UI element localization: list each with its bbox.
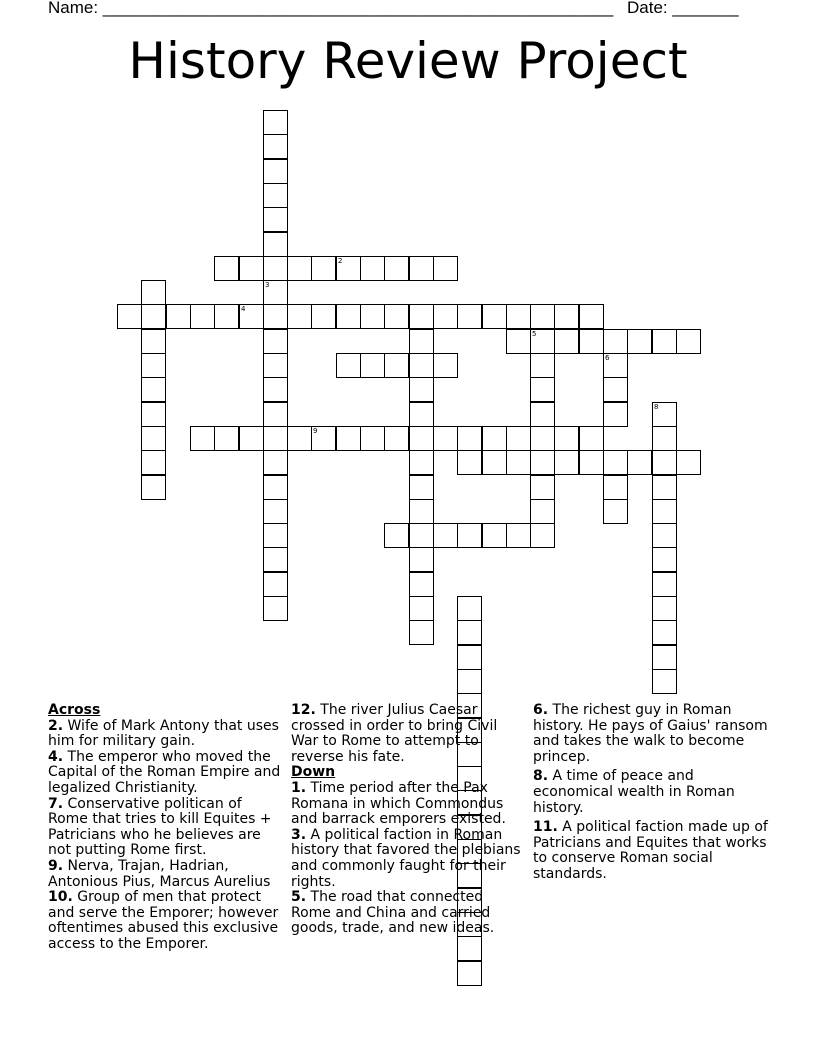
clue-across-10: 10. Group of men that protect and serve the Emporer; however oftentimes abused this exclusive access to the Emporer. xyxy=(48,889,279,952)
grid-cell[interactable] xyxy=(141,450,166,475)
grid-cell[interactable] xyxy=(263,426,288,451)
grid-cell[interactable] xyxy=(652,596,677,621)
grid-cell[interactable] xyxy=(652,620,677,645)
grid-cell[interactable] xyxy=(627,450,652,475)
cell-number: 4 xyxy=(241,305,246,313)
grid-cell[interactable] xyxy=(336,256,361,281)
grid-cell[interactable] xyxy=(530,523,555,548)
grid-cell[interactable] xyxy=(384,256,409,281)
grid-cell[interactable] xyxy=(409,450,434,475)
grid-cell[interactable] xyxy=(482,450,507,475)
grid-cell[interactable] xyxy=(506,329,531,354)
grid-cell[interactable] xyxy=(360,353,385,378)
grid-cell[interactable] xyxy=(263,232,288,257)
grid-cell[interactable] xyxy=(433,426,458,451)
clue-down-6: 6. The richest guy in Roman history. He pays of Gaius' ransom and takes the walk to become princep. xyxy=(533,702,768,765)
grid-cell[interactable] xyxy=(457,669,482,694)
grid-cell[interactable] xyxy=(141,475,166,500)
grid-cell[interactable] xyxy=(409,475,434,500)
clue-down-8: 8. A time of peace and economical wealth in Roman history. xyxy=(533,768,735,816)
grid-cell[interactable] xyxy=(457,426,482,451)
grid-cell[interactable] xyxy=(676,329,701,354)
grid-cell[interactable] xyxy=(433,523,458,548)
grid-cell[interactable] xyxy=(263,547,288,572)
grid-cell[interactable] xyxy=(166,304,191,329)
grid-cell[interactable] xyxy=(409,304,434,329)
grid-cell[interactable] xyxy=(384,304,409,329)
grid-cell[interactable] xyxy=(141,377,166,402)
grid-cell[interactable] xyxy=(409,256,434,281)
cell-number: 6 xyxy=(605,354,610,362)
grid-cell[interactable] xyxy=(263,353,288,378)
grid-cell[interactable] xyxy=(652,645,677,670)
grid-cell[interactable] xyxy=(506,426,531,451)
grid-cell[interactable] xyxy=(384,353,409,378)
grid-cell[interactable] xyxy=(263,110,288,135)
cell-number: 3 xyxy=(265,281,270,289)
grid-cell[interactable] xyxy=(652,669,677,694)
cell-number: 5 xyxy=(532,330,537,338)
grid-cell[interactable] xyxy=(263,183,288,208)
grid-cell[interactable] xyxy=(579,304,604,329)
grid-cell[interactable] xyxy=(652,475,677,500)
grid-cell[interactable] xyxy=(409,523,434,548)
grid-cell[interactable] xyxy=(336,353,361,378)
grid-cell[interactable] xyxy=(190,426,215,451)
grid-cell[interactable] xyxy=(506,450,531,475)
grid-cell[interactable] xyxy=(360,426,385,451)
clue-across-12: 12. The river Julius Caesar crossed in order to bring Civil War to Rome to attempt to reverse his fate. xyxy=(291,702,498,765)
page-title: History Review Project xyxy=(128,32,688,90)
clue-down-11: 11. A political faction made up of Patricians and Equites that works to conserve Roman social standards. xyxy=(533,819,768,882)
grid-cell[interactable] xyxy=(311,426,336,451)
grid-cell[interactable] xyxy=(652,499,677,524)
grid-cell[interactable] xyxy=(263,134,288,159)
grid-cell[interactable] xyxy=(263,523,288,548)
grid-cell[interactable] xyxy=(409,353,434,378)
grid-cell[interactable] xyxy=(409,620,434,645)
grid-cell[interactable] xyxy=(482,426,507,451)
grid-cell[interactable] xyxy=(652,572,677,597)
grid-cell[interactable] xyxy=(190,304,215,329)
grid-cell[interactable] xyxy=(457,596,482,621)
grid-cell[interactable] xyxy=(263,207,288,232)
grid-cell[interactable] xyxy=(239,256,264,281)
grid-cell[interactable] xyxy=(530,377,555,402)
grid-cell[interactable] xyxy=(457,620,482,645)
grid-cell[interactable] xyxy=(554,450,579,475)
grid-cell[interactable] xyxy=(360,304,385,329)
grid-cell[interactable] xyxy=(579,329,604,354)
grid-cell[interactable] xyxy=(263,304,288,329)
grid-cell[interactable] xyxy=(141,280,166,305)
clue-column-1 xyxy=(48,703,284,953)
grid-cell[interactable] xyxy=(263,402,288,427)
grid-cell[interactable] xyxy=(652,547,677,572)
clue-down-3: 3. A political faction in Roman history that favored the plebians and commonly faught for their rights. xyxy=(291,826,521,890)
grid-cell[interactable] xyxy=(287,304,312,329)
grid-cell[interactable] xyxy=(263,256,288,281)
grid-cell[interactable] xyxy=(263,572,288,597)
grid-cell[interactable] xyxy=(336,304,361,329)
grid-cell[interactable] xyxy=(263,329,288,354)
grid-cell[interactable] xyxy=(409,426,434,451)
down-heading: Down xyxy=(291,764,336,781)
grid-cell[interactable] xyxy=(360,256,385,281)
grid-cell[interactable] xyxy=(287,426,312,451)
grid-cell[interactable] xyxy=(117,304,142,329)
grid-cell[interactable] xyxy=(603,499,628,524)
across-heading: Across xyxy=(48,702,101,718)
clue-column-3 xyxy=(533,703,769,883)
grid-cell[interactable] xyxy=(579,426,604,451)
grid-cell[interactable] xyxy=(214,426,239,451)
grid-cell[interactable] xyxy=(676,450,701,475)
grid-cell[interactable] xyxy=(263,596,288,621)
grid-cell[interactable] xyxy=(652,329,677,354)
grid-cell[interactable] xyxy=(409,572,434,597)
grid-cell[interactable] xyxy=(579,450,604,475)
grid-cell[interactable] xyxy=(652,402,677,427)
grid-cell[interactable] xyxy=(530,329,555,354)
grid-cell[interactable] xyxy=(603,402,628,427)
grid-cell[interactable] xyxy=(141,329,166,354)
grid-cell[interactable] xyxy=(603,475,628,500)
grid-cell[interactable] xyxy=(457,304,482,329)
grid-cell[interactable] xyxy=(336,426,361,451)
grid-cell[interactable] xyxy=(482,523,507,548)
grid-cell[interactable] xyxy=(409,596,434,621)
grid-cell[interactable] xyxy=(384,523,409,548)
grid-cell[interactable] xyxy=(457,523,482,548)
clue-down-5: 5. The road that connected Rome and China and carried goods, trade, and new ideas. xyxy=(291,889,495,937)
grid-cell[interactable] xyxy=(554,329,579,354)
grid-cell[interactable] xyxy=(457,450,482,475)
grid-cell[interactable] xyxy=(214,304,239,329)
grid-cell[interactable] xyxy=(530,402,555,427)
grid-cell[interactable] xyxy=(603,377,628,402)
grid-cell[interactable] xyxy=(652,523,677,548)
grid-cell[interactable] xyxy=(627,329,652,354)
grid-cell[interactable] xyxy=(263,499,288,524)
grid-cell[interactable] xyxy=(603,450,628,475)
grid-cell[interactable] xyxy=(141,426,166,451)
grid-cell[interactable] xyxy=(457,645,482,670)
clue-column-2 xyxy=(291,703,527,937)
grid-cell[interactable] xyxy=(141,304,166,329)
clue-across-2: 2. Wife of Mark Antony that uses him for military gain. xyxy=(48,717,279,750)
grid-cell[interactable] xyxy=(311,304,336,329)
grid-cell[interactable] xyxy=(287,256,312,281)
grid-cell[interactable] xyxy=(409,499,434,524)
grid-cell[interactable] xyxy=(409,402,434,427)
grid-cell[interactable] xyxy=(530,475,555,500)
grid-cell[interactable] xyxy=(409,329,434,354)
date-field-label: Date: _______ xyxy=(627,0,739,17)
clue-across-4: 4. The emperor who moved the Capital of the Roman Empire and legalized Christianity. xyxy=(48,748,281,796)
grid-cell[interactable] xyxy=(239,304,264,329)
cell-number: 8 xyxy=(654,403,659,411)
grid-cell[interactable] xyxy=(263,475,288,500)
grid-cell[interactable] xyxy=(530,450,555,475)
grid-cell[interactable] xyxy=(433,256,458,281)
grid-cell[interactable] xyxy=(239,426,264,451)
grid-cell[interactable] xyxy=(141,402,166,427)
grid-cell[interactable] xyxy=(263,280,288,305)
grid-cell[interactable] xyxy=(530,304,555,329)
grid-cell[interactable] xyxy=(554,426,579,451)
cell-number: 2 xyxy=(338,257,343,265)
grid-cell[interactable] xyxy=(263,377,288,402)
grid-cell[interactable] xyxy=(384,426,409,451)
grid-cell[interactable] xyxy=(214,256,239,281)
grid-cell[interactable] xyxy=(530,426,555,451)
grid-cell[interactable] xyxy=(554,304,579,329)
grid-cell[interactable] xyxy=(457,961,482,986)
cell-number: 9 xyxy=(313,427,318,435)
grid-cell[interactable] xyxy=(603,329,628,354)
grid-cell[interactable] xyxy=(506,304,531,329)
grid-cell[interactable] xyxy=(263,159,288,184)
grid-cell[interactable] xyxy=(530,353,555,378)
clue-across-7: 7. Conservative politican of Rome that tries to kill Equites + Patricians who he believes are not putting Rome first. xyxy=(48,795,272,859)
grid-cell[interactable] xyxy=(457,936,482,961)
grid-cell[interactable] xyxy=(433,353,458,378)
grid-cell[interactable] xyxy=(311,256,336,281)
grid-cell[interactable] xyxy=(263,450,288,475)
clue-down-1: 1. Time period after the Pax Romana in which Commondus and barrack emporers existed. xyxy=(291,779,506,828)
grid-cell[interactable] xyxy=(141,353,166,378)
grid-cell[interactable] xyxy=(652,426,677,451)
grid-cell[interactable] xyxy=(409,377,434,402)
grid-cell[interactable] xyxy=(506,523,531,548)
name-field-label: Name: ______________________________________________________ xyxy=(48,0,614,17)
grid-cell[interactable] xyxy=(409,547,434,572)
grid-cell[interactable] xyxy=(530,499,555,524)
clue-across-9: 9. Nerva, Trajan, Hadrian, Antonious Pius, Marcus Aurelius xyxy=(48,857,271,890)
grid-cell[interactable] xyxy=(482,304,507,329)
grid-cell[interactable] xyxy=(433,304,458,329)
grid-cell[interactable] xyxy=(603,353,628,378)
grid-cell[interactable] xyxy=(652,450,677,475)
